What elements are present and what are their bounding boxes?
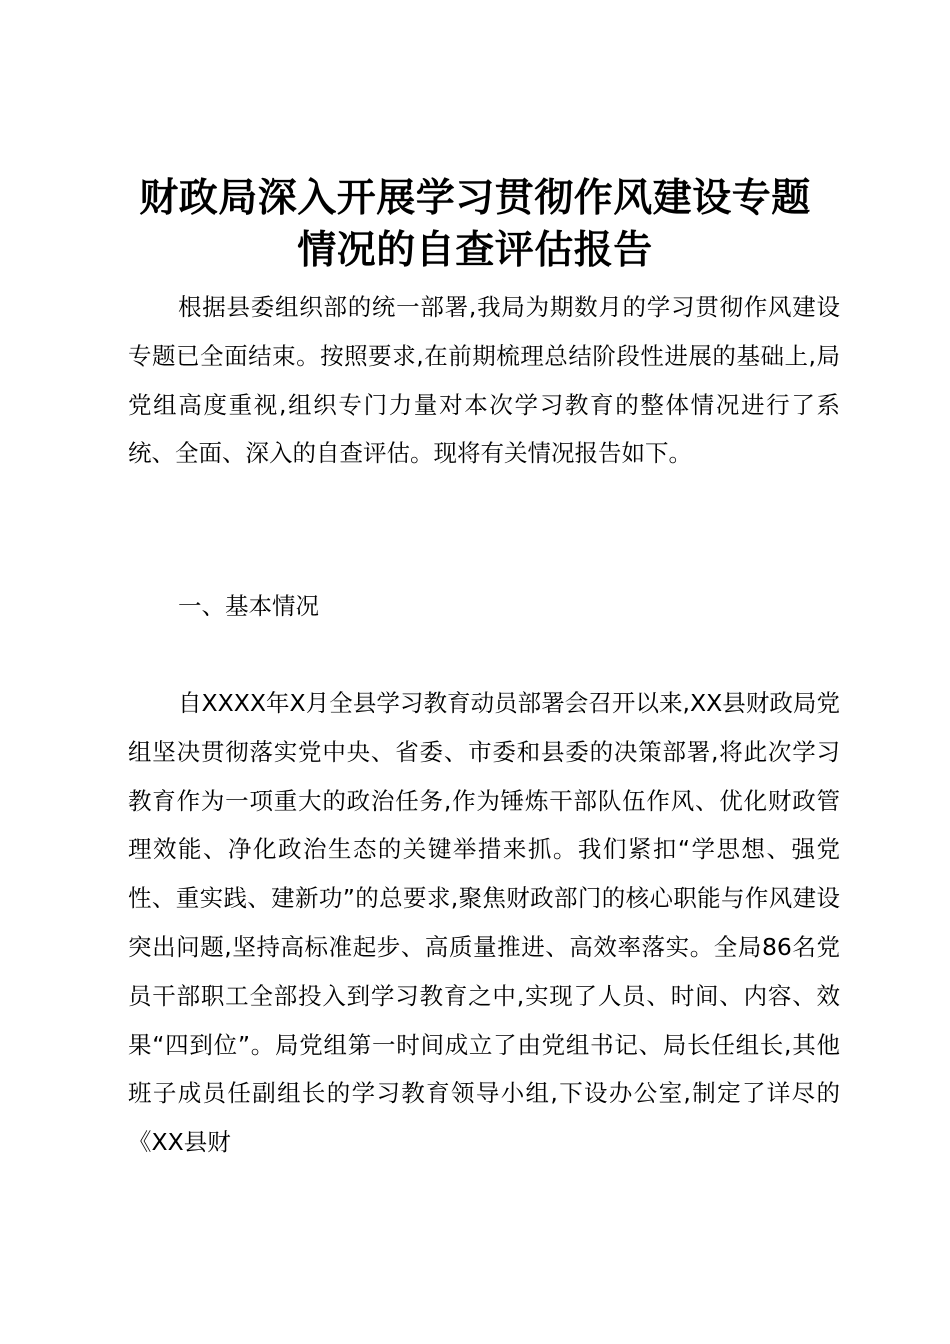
title-line-1: 财政局深入开展学习贯彻作风建设专题 (139, 175, 811, 221)
document-title (112, 172, 838, 276)
section-heading-basic-situation: 一、基本情况 (178, 592, 319, 620)
intro-paragraph: 根据县委组织部的统一部署,我局为期数月的学习贯彻作风建设专题已全面结束。按照要求,在前期梳理总结阶段性进展的基础上,局党组高度重视,组织专门力量对本次学习教育的整体情况进行了系统、全面、深入的自查评估。现将有关情况报告如下。 (128, 293, 840, 468)
section-body-paragraph: 自XXXX年X月全县学习教育动员部署会召开以来,XX县财政局党组坚决贯彻落实党中央、省委、市委和县委的决策部署,将此次学习教育作为一项重大的政治任务,作为锤炼干部队伍作风、优化财政管理效能、净化政治生态的关键举措来抓。我们紧扣“学思想、强党性、重实践、建新功”的总要求,聚焦财政部门的核心职能与作风建设突出问题,坚持高标准起步、高质量推进、高效率落实。全局86名党员干部职工全部投入到学习教育之中,实现了人员、时间、内容、效果“四到位”。局党组第一时间成立了由党组书记、局长任组长,其他班子成员任副组长的学习教育领导小组,下设办公室,制定了详尽的《XX县财 (128, 689, 840, 1157)
title-line-2: 情况的自查评估报告 (297, 227, 653, 273)
